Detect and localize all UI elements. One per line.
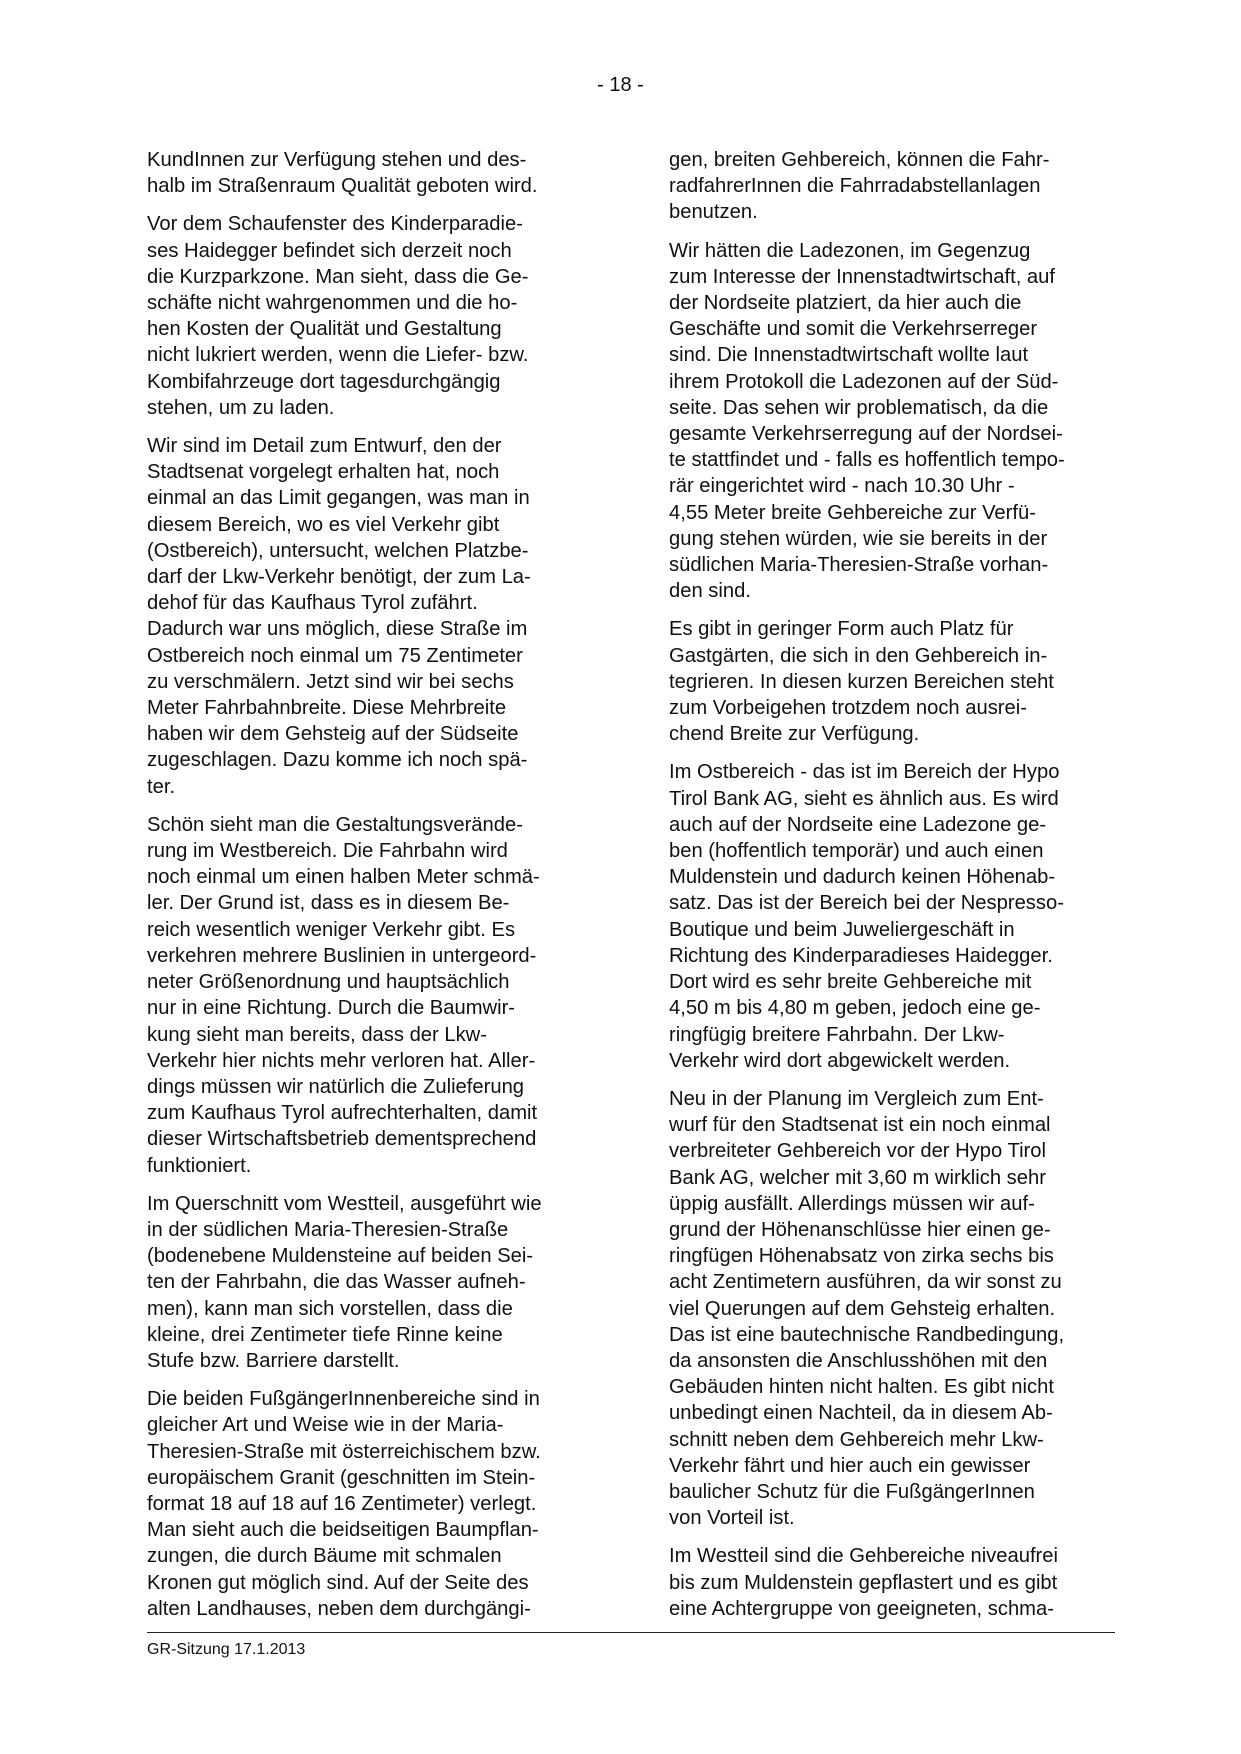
right-paragraph-1: gen, breiten Gehbereich, können die Fahr- radfahrerInnen die Fahrradabstellanlagen benutzen.	[669, 149, 1050, 224]
footer-session-label: GR-Sitzung 17.1.2013	[147, 1641, 306, 1658]
right-paragraph-4: Im Ostbereich - das ist im Bereich der Hypo Tirol Bank AG, sieht es ähnlich aus. Es wird auch auf der Nordseite eine Ladezone ge- ben (hoffentlich temporär) und auch einen Muldenstein und dadurch keinen Höhenab- satz. Das ist der Bereich bei der Nespresso- Boutique und beim Juweliergeschäft in Richtung des Kinderparadieses Haidegger. Dort wird es sehr breite Gehbereiche mit 4,50 m bis 4,80 m geben, jedoch eine ge- ringfügig breitere Fahrbahn. Der Lkw- Verkehr wird dort abgewickelt werden.	[669, 761, 1064, 1072]
right-paragraph-5: Neu in der Planung im Vergleich zum Ent- wurf für den Stadtsenat ist ein noch einmal verbreiteter Gehbereich vor der Hypo Tirol Bank AG, welcher mit 3,60 m wirklich sehr üppig ausfällt. Allerdings müssen wir auf- grund der Höhenanschlüsse hier einen ge- ringfügen Höhenabsatz von zirka sechs bis acht Zentimetern ausführen, da wir sonst zu viel Querungen auf dem Gehsteig erhalten. Das ist eine bautechnische Randbedingung, da ansonsten die Anschlusshöhen mit den Gebäuden hinten nicht halten. Es gibt nicht unbedingt einen Nachteil, da in diesem Ab- schnitt neben dem Gehbereich mehr Lkw- Verkehr fährt und hier auch ein gewisser baulicher Schutz für die FußgängerInnen von Vorteil ist.	[669, 1087, 1065, 1530]
left-paragraph-4: Schön sieht man die Gestaltungsverände- rung im Westbereich. Die Fahrbahn wird noch einmal um einen halben Meter schmä- ler. Der Grund ist, dass es in diesem Be- reich wesentlich weniger Verkehr gibt. Es verkehren mehrere Buslinien in untergeord- neter Größenordnung und hauptsächlich nur in eine Richtung. Durch die Baumwir- kung sieht man bereits, dass der Lkw- Verkehr hier nichts mehr verloren hat. Aller- dings müssen wir natürlich die Zulieferung zum Kaufhaus Tyrol aufrechterhalten, damit dieser Wirtschaftsbetrieb dementsprechend funktioniert.	[147, 813, 540, 1177]
right-paragraph-3: Es gibt in geringer Form auch Platz für Gastgärten, die sich in den Gehbereich in- tegrieren. In diesen kurzen Bereichen steht zum Vorbeigehen trotzdem noch ausrei- chend Breite zur Verfügung.	[669, 618, 1054, 746]
footer-divider	[147, 1632, 1115, 1633]
left-paragraph-6: Die beiden FußgängerInnenbereiche sind in gleicher Art und Weise wie in der Maria- Theresien-Straße mit österreichischem bzw. europäischem Granit (geschnitten im Stein- format 18 auf 18 auf 16 Zentimeter) verlegt. Man sieht auch die beidseitigen Baumpflan- zungen, die durch Bäume mit schmalen Kronen gut möglich sind. Auf der Seite des alten Landhauses, neben dem durchgängi-	[147, 1388, 541, 1620]
left-column	[147, 147, 594, 1634]
page-number: - 18 -	[597, 74, 644, 96]
left-paragraph-2: Vor dem Schaufenster des Kinderparadie- ses Haidegger befindet sich derzeit noch die Kurzparkzone. Man sieht, dass die Ge- schäfte nicht wahrgenommen und die ho- hen Kosten der Qualität und Gestaltung nicht lukriert werden, wenn die Liefer- bzw. Kombifahrzeuge dort tagesdurchgängig stehen, um zu laden.	[147, 213, 529, 419]
left-paragraph-5: Im Querschnitt vom Westteil, ausgeführt wie in der südlichen Maria-Theresien-Straße (bodenebene Muldensteine auf beiden Sei- ten der Fahrbahn, die das Wasser aufneh- men), kann man sich vorstellen, dass die kleine, drei Zentimeter tiefe Rinne keine Stufe bzw. Barriere darstellt.	[147, 1192, 542, 1372]
right-paragraph-6: Im Westteil sind die Gehbereiche niveaufrei bis zum Muldenstein gepflastert und es gibt eine Achtergruppe von geeigneten, schma-	[669, 1545, 1058, 1620]
left-paragraph-3: Wir sind im Detail zum Entwurf, den der Stadtsenat vorgelegt erhalten hat, noch einmal an das Limit gegangen, was man in diesem Bereich, wo es viel Verkehr gibt (Ostbereich), untersucht, welchen Platzbe- darf der Lkw-Verkehr benötigt, der zum La- dehof für das Kaufhaus Tyrol zufährt. Dadurch war uns möglich, diese Straße im Ostbereich noch einmal um 75 Zentimeter zu verschmälern. Jetzt sind wir bei sechs Meter Fahrbahnbreite. Diese Mehrbreite haben wir dem Gehsteig auf der Südseite zugeschlagen. Dazu komme ich noch spä- ter.	[147, 435, 531, 798]
right-paragraph-2: Wir hätten die Ladezonen, im Gegenzug zum Interesse der Innenstadtwirtschaft, auf der Nordseite platziert, da hier auch die Geschäfte und somit die Verkehrserreger sind. Die Innenstadtwirtschaft wollte laut ihrem Protokoll die Ladezonen auf der Süd- seite. Das sehen wir problematisch, da die gesamte Verkehrserregung auf der Nordsei- te stattfindet und - falls es hoffentlich tempo- rär eingerichtet wird - nach 10.30 Uhr - 4,55 Meter breite Gehbereiche zur Verfü- gung stehen würden, wie sie bereits in der südlichen Maria-Theresien-Straße vorhan- den sind.	[669, 239, 1065, 603]
right-column	[669, 147, 1116, 1634]
left-paragraph-1: KundInnen zur Verfügung stehen und des- halb im Straßenraum Qualität geboten wird.	[147, 149, 538, 198]
